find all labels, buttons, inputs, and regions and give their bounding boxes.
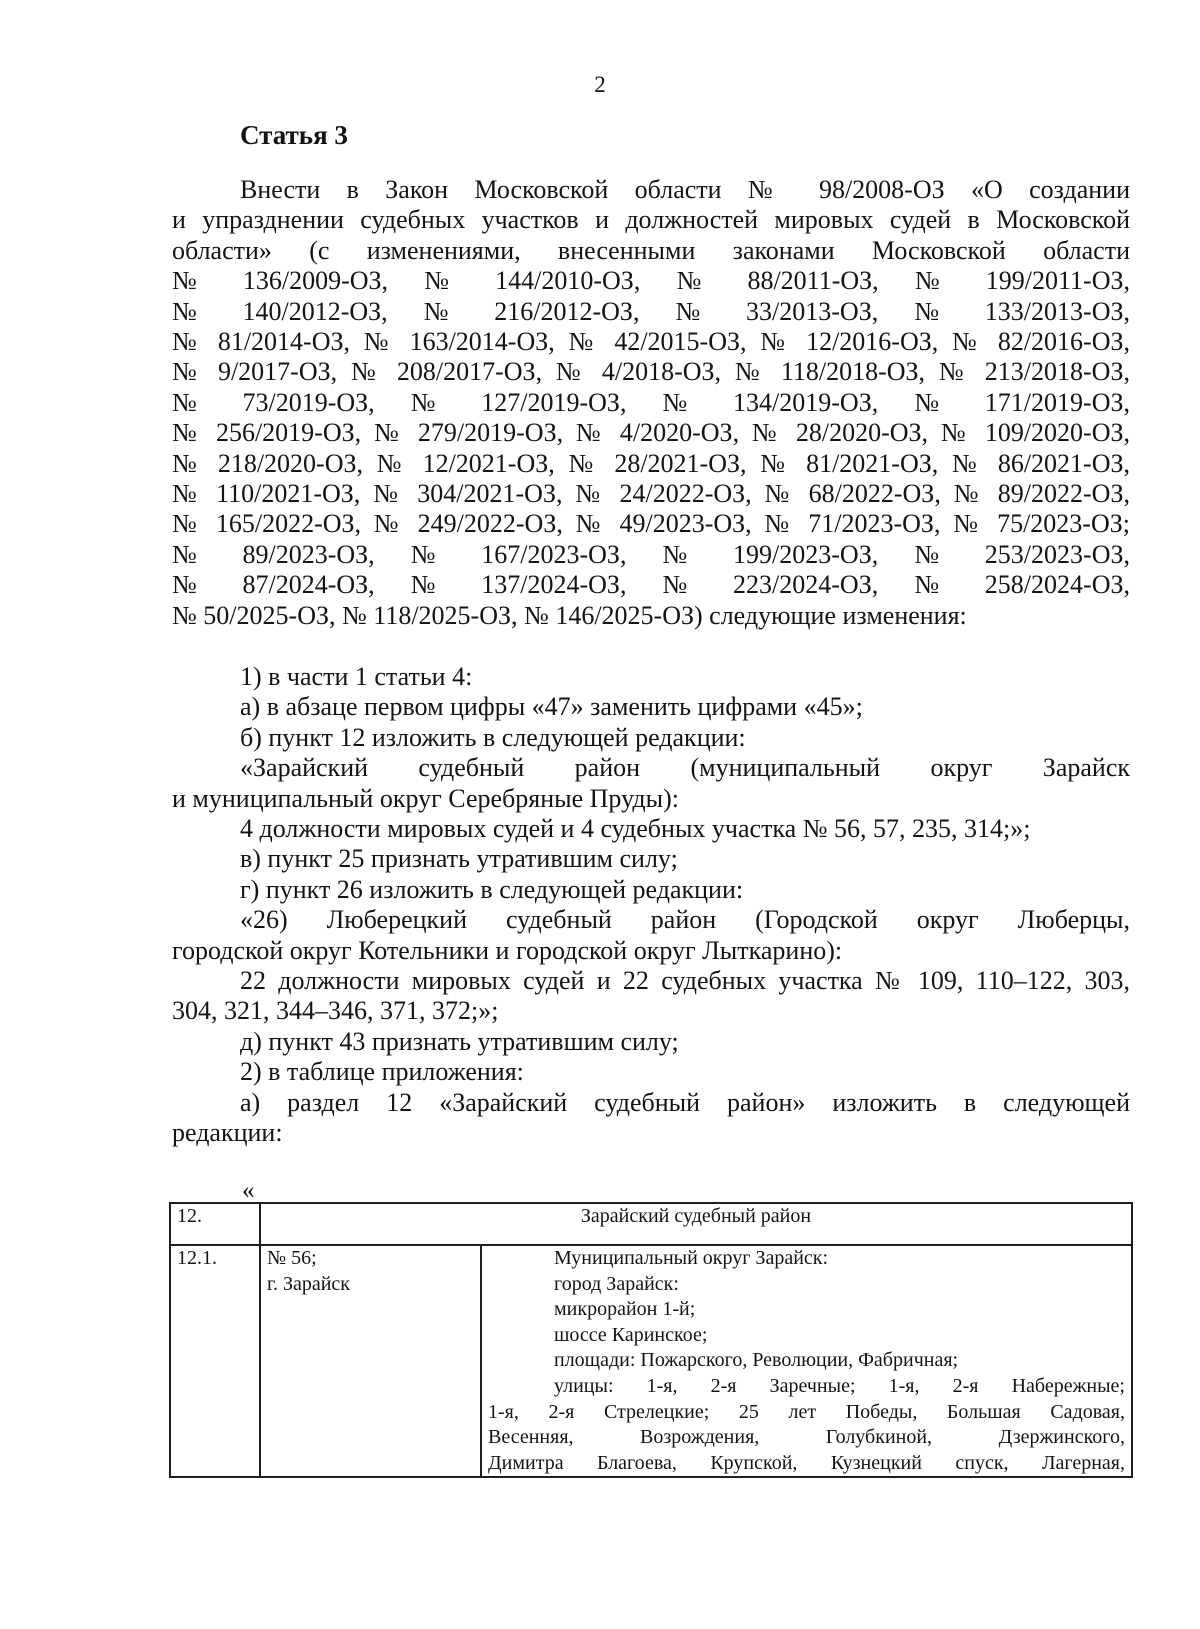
amendment-item: 22 должности мировых судей и 22 судебных участка № 109, 110–122, 303,	[240, 966, 1130, 996]
section-number-cell: 12.	[170, 1203, 260, 1245]
amendment-item: и муниципальный округ Серебряные Пруды):	[172, 783, 680, 813]
district-city: г. Зарайск	[267, 1272, 351, 1295]
territory-cell	[481, 1245, 1132, 1477]
territory-line: Димитра Благоева, Крупской, Кузнецкий спуск, Лагерная,	[488, 1451, 1125, 1474]
intro-line: № 87/2024-ОЗ, № 137/2024-ОЗ, № 223/2024-ОЗ, № 258/2024-ОЗ,	[172, 570, 1130, 600]
amendment-item: редакции:	[172, 1118, 283, 1148]
district-number: № 56;	[267, 1247, 317, 1269]
amendment-item: в) пункт 25 признать утратившим силу;	[240, 844, 678, 874]
intro-line: № 73/2019-ОЗ, № 127/2019-ОЗ, № 134/2019-ОЗ, № 171/2019-ОЗ,	[172, 387, 1130, 417]
intro-line: № 50/2025-ОЗ, № 118/2025-ОЗ, № 146/2025-ОЗ) следующие изменения:	[172, 600, 967, 630]
intro-line: № 136/2009-ОЗ, № 144/2010-ОЗ, № 88/2011-ОЗ, № 199/2011-ОЗ,	[172, 266, 1130, 296]
intro-line: № 89/2023-ОЗ, № 167/2023-ОЗ, № 199/2023-ОЗ, № 253/2023-ОЗ,	[172, 539, 1130, 569]
intro-line: № 9/2017-ОЗ, № 208/2017-ОЗ, № 4/2018-ОЗ, № 118/2018-ОЗ, № 213/2018-ОЗ,	[172, 357, 1130, 387]
amendment-item: 2) в таблице приложения:	[240, 1057, 524, 1087]
intro-paragraph	[172, 175, 1130, 631]
amendments-list	[172, 662, 1130, 1149]
intro-line: № 81/2014-ОЗ, № 163/2014-ОЗ, № 42/2015-ОЗ, № 12/2016-ОЗ, № 82/2016-ОЗ,	[172, 327, 1130, 357]
amendment-item: 304, 321, 344–346, 371, 372;»;	[172, 996, 499, 1026]
intro-line: № 256/2019-ОЗ, № 279/2019-ОЗ, № 4/2020-ОЗ, № 28/2020-ОЗ, № 109/2020-ОЗ,	[172, 418, 1130, 448]
section-title-cell: Зарайский судебный район	[260, 1203, 1132, 1245]
amendment-item: 4 должности мировых судей и 4 судебных участка № 56, 57, 235, 314;»;	[240, 814, 1031, 844]
territory-line: Муниципальный округ Зарайск:	[554, 1247, 829, 1269]
intro-line: № 165/2022-ОЗ, № 249/2022-ОЗ, № 49/2023-ОЗ, № 71/2023-ОЗ, № 75/2023-ОЗ;	[172, 509, 1130, 539]
territory-line: шоссе Каринское;	[554, 1323, 708, 1346]
intro-line: и упразднении судебных участков и должностей мировых судей в Московской	[172, 205, 1130, 235]
territory-line: улицы: 1-я, 2-я Заречные; 1-я, 2-я Набережные;	[554, 1374, 1125, 1397]
table-header-row	[170, 1203, 1132, 1245]
amendment-item: «26) Люберецкий судебный район (Городской округ Люберцы,	[240, 905, 1130, 935]
amendment-item: городской округ Котельники и городской округ Лыткарино):	[172, 935, 843, 965]
court-district-cell	[260, 1245, 481, 1477]
amendment-item: а) в абзаце первом цифры «47» заменить цифрами «45»;	[240, 692, 863, 722]
opening-quote-mark: «	[242, 1177, 255, 1204]
territory-line: микрорайон 1-й;	[554, 1298, 696, 1321]
territory-line: площади: Пожарского, Революции, Фабричная;	[554, 1349, 959, 1372]
intro-line: № 140/2012-ОЗ, № 216/2012-ОЗ, № 33/2013-ОЗ, № 133/2013-ОЗ,	[172, 296, 1130, 326]
intro-line: № 218/2020-ОЗ, № 12/2021-ОЗ, № 28/2021-ОЗ, № 81/2021-ОЗ, № 86/2021-ОЗ,	[172, 448, 1130, 478]
amendment-item: «Зарайский судебный район (муниципальный округ Зарайск	[240, 753, 1130, 783]
intro-line: № 110/2021-ОЗ, № 304/2021-ОЗ, № 24/2022-ОЗ, № 68/2022-ОЗ, № 89/2022-ОЗ,	[172, 479, 1130, 509]
intro-line: Внести в Закон Московской области № 98/2008-ОЗ «О создании	[240, 175, 1130, 204]
intro-line: области» (с изменениями, внесенными законами Московской области	[172, 235, 1130, 265]
row-number-cell: 12.1.	[170, 1245, 260, 1477]
article-heading: Статья 3	[240, 120, 348, 150]
annex-table	[169, 1202, 1133, 1478]
page-number: 2	[594, 72, 606, 97]
amendment-item: б) пункт 12 изложить в следующей редакции:	[240, 722, 746, 752]
amendment-item: д) пункт 43 признать утратившим силу;	[240, 1026, 679, 1056]
territory-line: 1-я, 2-я Стрелецкие; 25 лет Победы, Большая Садовая,	[488, 1400, 1125, 1423]
territory-line: город Зарайск:	[554, 1272, 679, 1295]
territory-line: Весенняя, Возрождения, Голубкиной, Дзержинского,	[488, 1426, 1125, 1449]
amendment-item: 1) в части 1 статьи 4:	[240, 662, 473, 691]
amendment-item: г) пункт 26 изложить в следующей редакции:	[240, 874, 744, 904]
amendment-item: а) раздел 12 «Зарайский судебный район» изложить в следующей	[240, 1087, 1130, 1117]
table-row	[170, 1245, 1132, 1477]
